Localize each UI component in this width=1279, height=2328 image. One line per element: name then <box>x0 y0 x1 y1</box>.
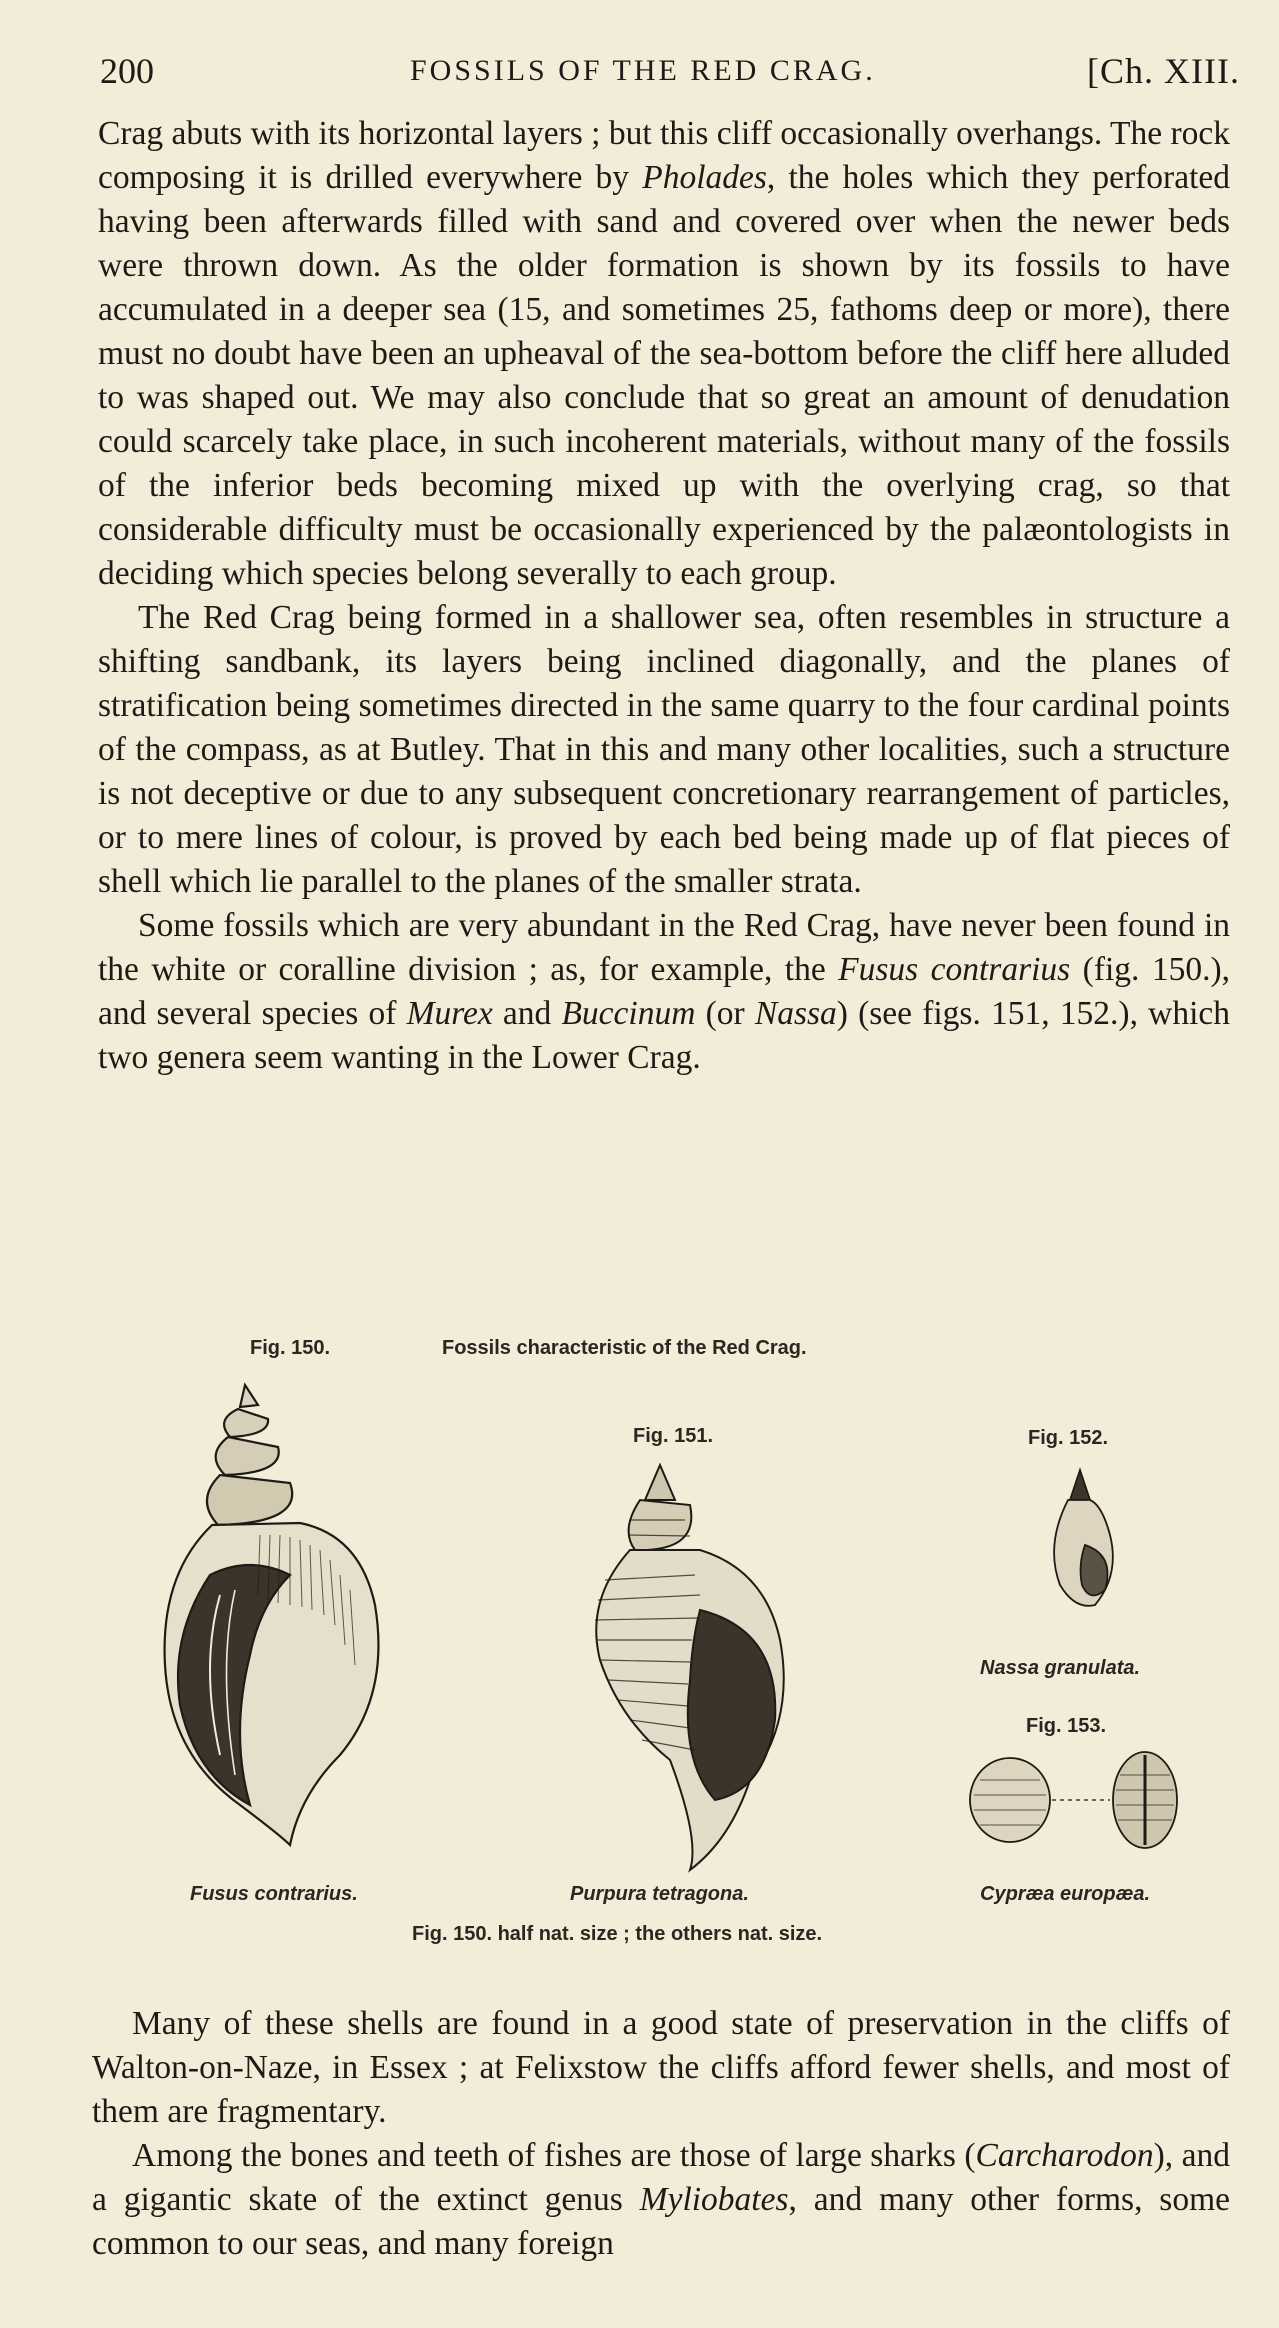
italic-term: Myliobates <box>639 2181 789 2218</box>
cypraea-europaea-illustration <box>960 1745 1200 1865</box>
text-run: (or <box>695 995 755 1032</box>
italic-term: Pholades <box>642 159 767 196</box>
text-run: ) (see figs. 151, 152.), which two genera seem wanting in the Lower Crag. <box>98 995 1230 1076</box>
chapter-label: [Ch. XIII. <box>1087 51 1240 91</box>
fusus-contrarius-illustration <box>140 1375 380 1855</box>
page-number: 200 <box>100 51 154 91</box>
paragraph-2 <box>98 596 1230 904</box>
paragraph-3 <box>98 904 1230 1080</box>
text-run: Some fossils which are very abundant in the Red Crag, have never been found in the white or coralline division ; as, for example, the <box>98 907 1230 988</box>
text-run: and <box>492 995 562 1032</box>
fusus-caption: Fusus contrarius. <box>190 1883 358 1905</box>
nassa-caption: Nassa granulata. <box>980 1657 1141 1679</box>
italic-term: Carcharodon <box>975 2137 1154 2174</box>
body-text-top <box>98 112 1230 1080</box>
paragraph-1 <box>98 112 1230 596</box>
purpura-tetragona-illustration <box>580 1460 810 1880</box>
text-run: , and many other forms, some common to our seas, and many foreign <box>92 2181 1230 2262</box>
italic-term: Fusus contrarius <box>838 951 1071 988</box>
figure-block <box>90 1325 1220 1965</box>
text-run: The Red Crag being formed in a shallower sea, often resembles in structure a shifting sandbank, its layers being inclined diagonally, and the planes of stratification being sometimes directed in the same quarry to the four cardinal points of the compass, as at Butley. That in this and many other localities, such a structure is not deceptive or due to any subsequent concretionary rearrangement of particles, or to mere lines of colour, is proved by each bed being made up of flat pieces of shell which lie parallel to the planes of the smaller strata. <box>98 599 1230 900</box>
size-note: Fig. 150. half nat. size ; the others nat. size. <box>412 1923 823 1945</box>
running-title: FOSSILS OF THE RED CRAG. <box>410 54 876 87</box>
fig-152-label: Fig. 152. <box>1028 1427 1109 1449</box>
italic-term: Buccinum <box>561 995 696 1032</box>
text-run: (fig. 150.), and several species of <box>98 951 1230 1032</box>
fig-153-label: Fig. 153. <box>1026 1715 1107 1737</box>
paragraph-5 <box>92 2134 1230 2266</box>
text-run: , the holes which they perforated having been afterwards filled with sand and covered over when the newer beds were thrown down. As the older formation is shown by its fossils to have accumulated in a deeper sea (15, and sometimes 25, fathoms deep or more), there must no doubt have been an upheaval of the sea-bottom before the cliff here alluded to was shaped out. We may also conclude that so great an amount of denudation could scarcely take place, in such incoherent materials, without many of the fossils of the inferior beds becoming mixed up with the overlying crag, so that considerable difficulty must be occasionally experienced by the palæontologists in deciding which species belong severally to each group. <box>98 159 1231 592</box>
paragraph-4 <box>92 2002 1230 2134</box>
italic-term: Nassa <box>754 995 837 1032</box>
nassa-granulata-illustration <box>1040 1465 1130 1615</box>
body-text-bottom <box>92 2002 1230 2266</box>
italic-term: Murex <box>406 995 493 1032</box>
text-run: ), and a gigantic skate of the extinct genus <box>92 2137 1230 2218</box>
text-run: Crag abuts with its horizontal layers ; but this cliff occasionally overhangs. The rock composing it is drilled everywhere by <box>98 115 1230 196</box>
fig-151-label: Fig. 151. <box>633 1425 714 1447</box>
running-header <box>100 50 1240 100</box>
purpura-caption: Purpura tetragona. <box>570 1883 749 1905</box>
figure-title: Fossils characteristic of the Red Crag. <box>442 1337 807 1359</box>
text-run: Among the bones and teeth of fishes are those of large sharks ( <box>132 2137 976 2174</box>
text-run: Many of these shells are found in a good state of preservation in the cliffs of Walton-on-Naze, in Essex ; at Felixstow the cliffs afford fewer shells, and most of them are fragmentary. <box>92 2005 1230 2130</box>
cypraea-caption: Cypræa europæa. <box>980 1883 1151 1905</box>
fig-150-label: Fig. 150. <box>250 1337 331 1359</box>
